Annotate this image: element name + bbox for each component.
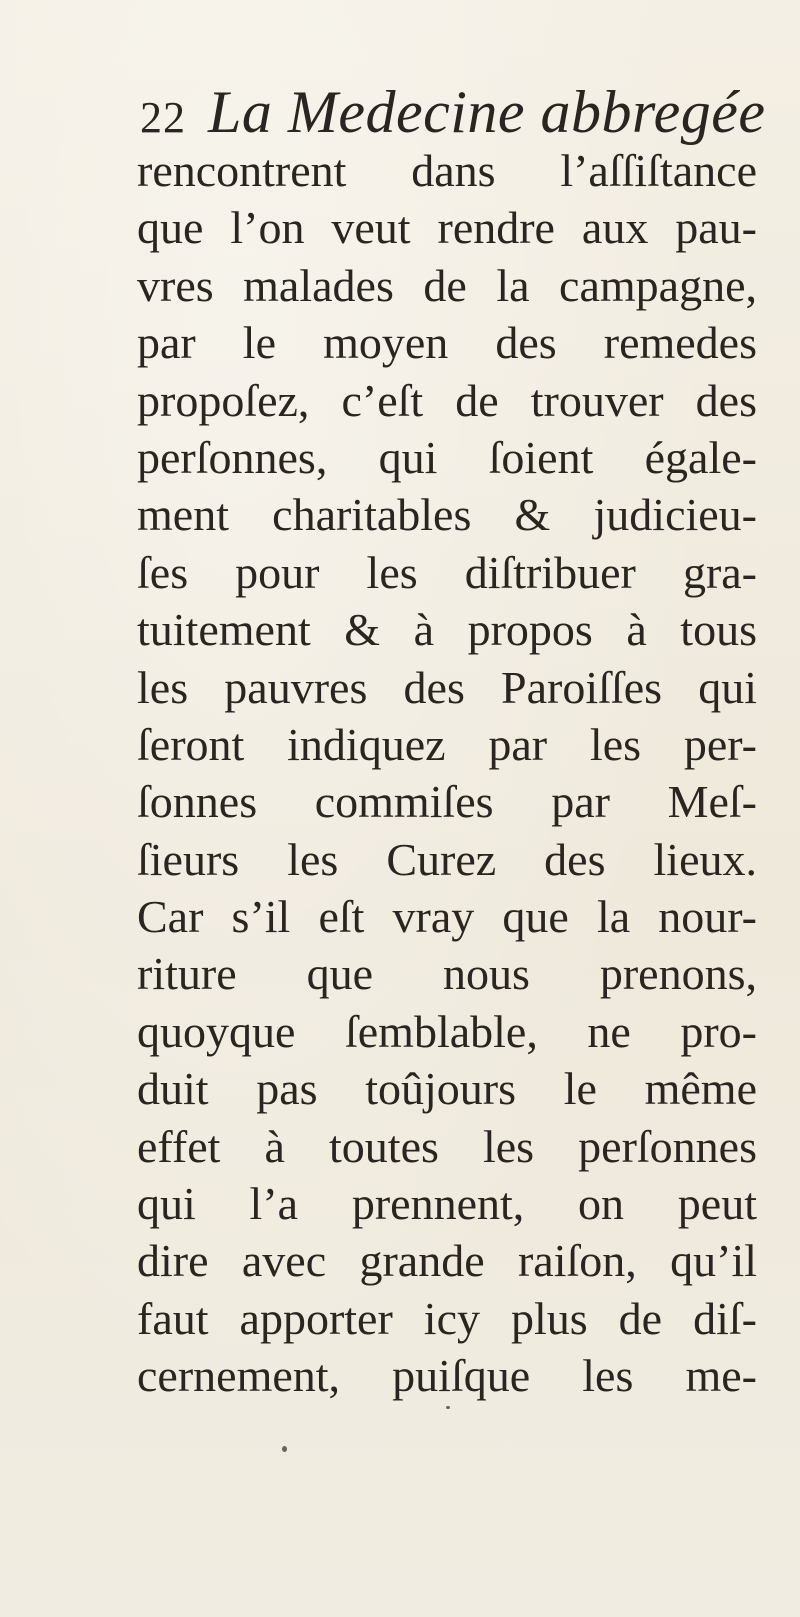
text-line: que l’on veut rendre aux pau- <box>137 202 757 254</box>
text-line: vres malades de la campagne, <box>137 259 757 311</box>
text-line: qui l’a prennent, on peut <box>137 1178 757 1230</box>
body-text <box>137 142 757 1405</box>
text-line: tuitement & à propos à tous <box>137 604 757 656</box>
text-line: cernement, puiſque les me- <box>137 1350 757 1402</box>
text-line: par le moyen des remedes <box>137 317 757 369</box>
text-line: propoſez, c’eſt de trouver des <box>137 374 757 426</box>
text-line: les pauvres des Paroiſſes qui <box>137 661 757 713</box>
page-number: 22 <box>140 93 186 142</box>
text-line: quoyque ſemblable, ne pro- <box>137 1005 757 1057</box>
text-line: effet à toutes les perſonnes <box>137 1120 757 1172</box>
ink-speck <box>446 1406 450 1409</box>
ink-speck <box>282 1446 287 1452</box>
text-line: duit pas toûjours le même <box>137 1063 757 1115</box>
text-line: dire avec grande raiſon, qu’il <box>137 1235 757 1287</box>
text-line: ment charitables & judicieu- <box>137 489 757 541</box>
running-title: La Medecine abbregée <box>208 79 766 145</box>
running-head <box>140 78 766 148</box>
text-line: ſieurs les Curez des lieux. <box>137 833 757 885</box>
text-line: ſes pour les diſtribuer gra- <box>137 546 757 598</box>
text-line: ſeront indiquez par les per- <box>137 718 757 770</box>
text-line: rencontrent dans l’aſſiſtance <box>137 145 757 196</box>
text-line: ſonnes commiſes par Meſ- <box>137 776 757 828</box>
text-line: perſonnes, qui ſoient égale- <box>137 431 757 483</box>
text-line: riture que nous prenons, <box>137 948 757 1000</box>
text-line: Car s’il eſt vray que la nour- <box>137 891 757 943</box>
text-line: faut apporter icy plus de diſ- <box>137 1292 757 1344</box>
